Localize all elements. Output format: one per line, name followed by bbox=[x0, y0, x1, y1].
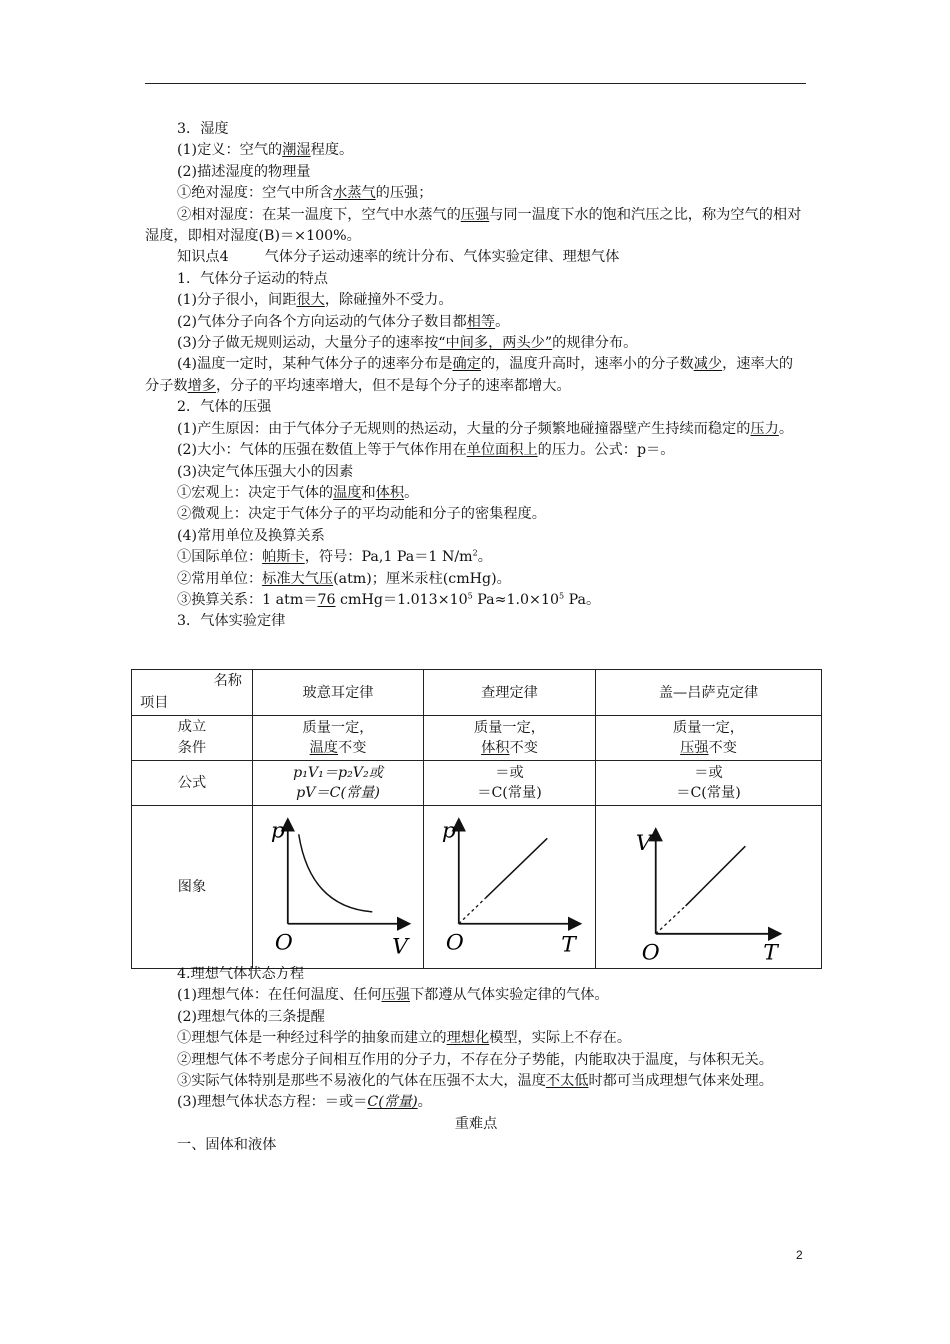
x-axis-label: T bbox=[561, 932, 576, 958]
y-axis-label: p bbox=[270, 818, 285, 844]
section-solids-liquids: 一、固体和液体 bbox=[177, 1137, 277, 1154]
pressure-factors: (3)决定气体压强大小的因素 bbox=[177, 463, 354, 480]
ideal-reminders: (2)理想气体的三条提醒 bbox=[177, 1008, 325, 1025]
ideal-reminder-2: ②理想气体不考虑分子间相互作用的分子力，不存在分子势能，内能取决于温度，与体积无关。 bbox=[177, 1051, 773, 1068]
boyle-graph bbox=[253, 812, 423, 962]
row-label-condition: 成立条件 bbox=[132, 716, 253, 761]
motion-title: 1．气体分子运动的特点 bbox=[177, 270, 328, 287]
relative-humidity: ②相对湿度：在某一温度下，空气中水蒸气的压强与同一温度下水的饱和汽压之比，称为空气的相对湿度，即相对湿度(B)＝×100%。 bbox=[145, 206, 802, 245]
charles-formula: ＝或 ＝C(常量) bbox=[424, 761, 596, 806]
header-rule bbox=[145, 83, 806, 84]
gay-lussac-graph bbox=[596, 812, 821, 962]
ideal-reminder-3: ③实际气体特别是那些不易液化的气体在压强不太大，温度不太低时都可当成理想气体来处理。 bbox=[177, 1073, 773, 1090]
laws-title: 3．气体实验定律 bbox=[177, 613, 286, 630]
isotherm-curve bbox=[299, 834, 373, 912]
boyle-condition: 质量一定， 温度不变 bbox=[253, 716, 424, 761]
pressure-micro: ②微观上：决定于气体分子的平均动能和分子的密集程度。 bbox=[177, 506, 546, 523]
extrapolation-dashed bbox=[656, 906, 686, 934]
page-number: 2 bbox=[796, 1248, 803, 1262]
motion-item-4: (4)温度一定时，某种气体分子的速率分布是确定的，温度升高时，速率小的分子数减少，速率大的分子数增多，分子的平均速率增大，但不是每个分子的速率都增大。 bbox=[145, 356, 794, 394]
section-humidity-title: 3．湿度 bbox=[177, 121, 229, 137]
ideal-reminder-1: ①理想气体是一种经过科学的抽象而建立的理想化模型，实际上不存在。 bbox=[177, 1030, 632, 1047]
charles-condition: 质量一定， 体积不变 bbox=[424, 716, 596, 761]
origin-label: O bbox=[274, 930, 293, 956]
key-points-heading: 重难点 bbox=[454, 1115, 498, 1132]
humidity-quantities: (2)描述湿度的物理量 bbox=[177, 163, 311, 180]
document-body-lower bbox=[145, 964, 807, 1157]
unit-common: ②常用单位：标准大气压(atm)；厘米汞柱(cmHg)。 bbox=[177, 570, 511, 587]
document-body bbox=[145, 119, 807, 633]
gay-lussac-condition: 质量一定， 压强不变 bbox=[596, 716, 822, 761]
unit-si: ①国际单位：帕斯卡，符号：Pa,1 Pa＝1 $N/m^2$。 bbox=[177, 548, 492, 566]
motion-item-2: (2)气体分子向各个方向运动的气体分子数目都相等。 bbox=[177, 313, 510, 330]
pressure-title: 2．气体的压强 bbox=[177, 399, 272, 416]
y-axis-label: p bbox=[441, 818, 456, 844]
pressure-macro: ①宏观上：决定于气体的温度和体积。 bbox=[177, 484, 419, 501]
pressure-magnitude: (2)大小：气体的压强在数值上等于气体作用在单位面积上的压力。公式：p＝。 bbox=[177, 442, 675, 459]
table-corner-cell bbox=[132, 670, 253, 716]
boyle-graph-cell bbox=[253, 806, 424, 969]
gay-lussac-graph-cell bbox=[596, 806, 822, 969]
pressure-units-title: (4)常用单位及换算关系 bbox=[177, 527, 325, 544]
x-axis-label: T bbox=[763, 940, 778, 962]
extrapolation-dashed bbox=[459, 898, 486, 924]
row-label-formula: 公式 bbox=[132, 761, 253, 806]
col-header-charles: 查理定律 bbox=[424, 670, 596, 716]
isobar-line bbox=[686, 846, 746, 906]
corner-label-item: 项目 bbox=[140, 695, 169, 711]
col-header-gay-lussac: 盖—吕萨克定律 bbox=[596, 670, 822, 716]
humidity-definition: (1)定义：空气的潮湿程度。 bbox=[177, 142, 354, 159]
ideal-equation: (3)理想气体状态方程：＝或＝C(常量)。 bbox=[177, 1094, 432, 1111]
motion-item-1: (1)分子很小，间距很大，除碰撞外不受力。 bbox=[177, 292, 453, 309]
boyle-formula: p₁V₁＝p₂V₂或 pV＝C(常量) bbox=[253, 761, 424, 806]
gay-lussac-formula: ＝或 ＝C(常量) bbox=[596, 761, 822, 806]
corner-label-name: 名称 bbox=[213, 673, 242, 689]
knowledge-point-4: 知识点4 气体分子运动速率的统计分布、气体实验定律、理想气体 bbox=[177, 249, 620, 266]
unit-conversion: ③换算关系：1 atm＝76 $cmHg=1.013\times 10^5$ $Pa\approx 1.0\times 10^5$ Pa。 bbox=[177, 591, 601, 608]
x-axis-label: V bbox=[392, 934, 408, 960]
row-label-graph: 图象 bbox=[132, 806, 253, 969]
col-header-boyle: 玻意耳定律 bbox=[253, 670, 424, 716]
origin-label: O bbox=[445, 930, 464, 956]
y-axis-label: V bbox=[635, 831, 652, 857]
origin-label: O bbox=[641, 940, 660, 962]
charles-graph bbox=[424, 812, 595, 962]
absolute-humidity: ①绝对湿度：空气中所含水蒸气的压强； bbox=[177, 185, 433, 202]
ideal-definition: (1)理想气体：在任何温度、任何压强下都遵从气体实验定律的气体。 bbox=[177, 987, 609, 1004]
pressure-cause: (1)产生原因：由于气体分子无规则的热运动，大量的分子频繁地碰撞器壁产生持续而稳定的压力。 bbox=[177, 420, 794, 437]
gas-laws-table bbox=[131, 669, 822, 969]
ideal-title: 4.理想气体状态方程 bbox=[177, 966, 305, 982]
isochore-line bbox=[486, 838, 548, 898]
motion-item-3: (3)分子做无规则运动，大量分子的速率按“中间多，两头少”的规律分布。 bbox=[177, 335, 638, 352]
charles-graph-cell bbox=[424, 806, 596, 969]
